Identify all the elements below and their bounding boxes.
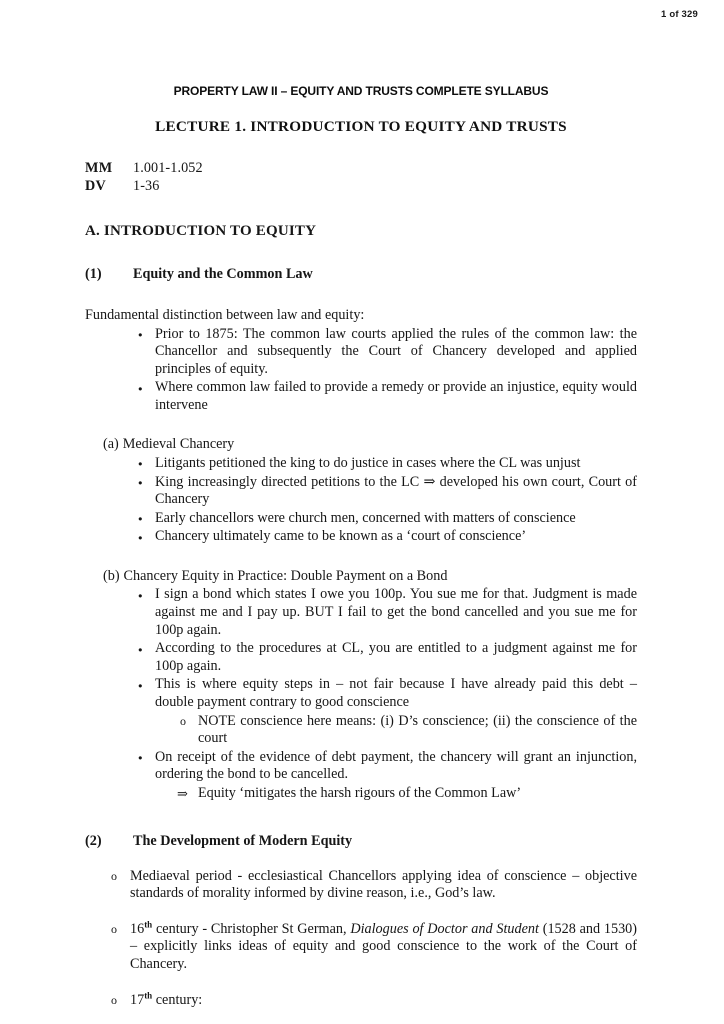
list-item [85,921,637,974]
list-item: ● Chancery ultimately came to be known as a ‘court of conscience’ [85,528,637,546]
lecture-title: LECTURE 1. INTRODUCTION TO EQUITY AND TRUSTS [155,118,567,135]
part-b-title: Chancery Equity in Practice: Double Payment on a Bond [123,567,448,584]
part-b-bullet-list [85,586,637,711]
list-item: ⇒ Equity ‘mitigates the harsh rigours of the Common Law’ [85,785,637,803]
century-number: 16 [130,920,145,937]
item-text-after: (1528 and 1530) – explicitly links ideas of equity and good conscience to the work of the Court of Chancery. [130,920,638,972]
table-row [85,160,203,178]
page-content [85,84,637,1009]
list-item: ● Early chancellors were church men, concerned with matters of conscience [85,510,637,528]
item-text: century: [152,991,203,1008]
table-row [85,178,203,196]
subsection-2-number: (2) [85,832,102,849]
page-indicator: 1 of 329 [661,9,698,20]
ordinal-suffix: th [144,919,153,930]
century-number: 17 [130,991,145,1008]
list-item: o NOTE conscience here means: (i) D’s conscience; (ii) the conscience of the court [85,713,637,748]
subsection-2-heading [85,833,637,850]
subsection-2-list [85,868,637,1010]
part-b-heading [103,568,637,586]
part-a-label: (a) [103,436,119,453]
subsection-1-heading [85,266,637,283]
list-item [85,989,637,1010]
reading-code: MM [85,160,113,176]
document-title: PROPERTY LAW II – EQUITY AND TRUSTS COMPLETE SYLLABUS [173,84,549,98]
list-item: ● On receipt of the evidence of debt payment, the chancery will grant an injunction, ordering the bond to be cancelled. [85,749,637,784]
part-a-heading [103,436,637,454]
list-item: ● Prior to 1875: The common law courts applied the rules of the common law: the Chancellor and subsequently the Court of Chancery developed and applied principles of equity. [85,326,637,379]
list-item: ● This is where equity steps in – not fair because I have already paid this debt – double payment contrary to good conscience [85,676,637,711]
item-text-before: century - Christopher St German, [152,920,351,937]
reading-code: DV [85,178,107,194]
list-item: ● King increasingly directed petitions to the LC ⇒ developed his own court, Court of Chancery [85,474,637,509]
readings-table [85,160,203,196]
part-b-sub-bullet-list [85,713,637,748]
subsection-1-number: (1) [85,266,102,282]
list-item: ● I sign a bond which states I owe you 100p. You sue me for that. Judgment is made against me and I pay up. BUT I fail to get the bond cancelled and you sue me for 100p again. [85,586,637,639]
reading-pages: 1.001-1.052 [133,160,203,176]
part-a-title: Medieval Chancery [122,436,235,453]
subsection-1-intro: Fundamental distinction between law and equity: [85,307,365,323]
section-a-heading: A. INTRODUCTION TO EQUITY [85,223,317,239]
reading-pages: 1-36 [133,178,160,194]
subsection-2-label: The Development of Modern Equity [133,832,353,849]
ordinal-suffix: th [144,989,153,1000]
book-title: Dialogues of Doctor and Student [350,920,539,937]
part-a-bullet-list [85,455,637,546]
list-item: ● According to the procedures at CL, you are entitled to a judgment against me for 100p again. [85,640,637,675]
part-b-bullet-list-continued [85,749,637,784]
list-item: ● Litigants petitioned the king to do justice in cases where the CL was unjust [85,455,637,473]
subsection-1-bullet-list [85,326,637,415]
subsection-1-label: Equity and the Common Law [133,266,313,282]
part-b-label: (b) [103,567,120,584]
list-item: o Mediaeval period - ecclesiastical Chancellors applying idea of conscience – objective standards of morality informed by divine reason, i.e., God’s law. [85,868,637,903]
list-item: ● Where common law failed to provide a remedy or provide an injustice, equity would intervene [85,379,637,414]
part-b-arrow-bullet-list [85,785,637,803]
